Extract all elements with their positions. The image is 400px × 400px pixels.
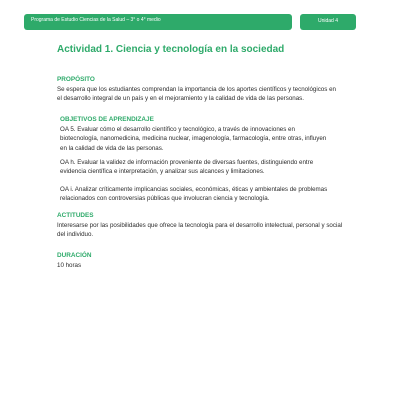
program-title: Programa de Estudio Ciencias de la Salud – 3° o 4° medio: [31, 17, 161, 23]
duracion-value: 10 horas: [57, 262, 82, 269]
oah-line-2: evidencia científica e interpretación, y analizar sus alcances y limitaciones.: [60, 168, 265, 176]
activity-title: Actividad 1. Ciencia y tecnología en la sociedad: [57, 44, 285, 55]
header-bar: [24, 14, 292, 30]
actitudes-line-1: Interesarse por las posibilidades que ofrece la tecnología para el desarrollo intelectual, personal y social: [57, 222, 343, 229]
oai-line-1: OA i. Analizar críticamente implicancias sociales, económicas, éticas y ambientales de problemas: [60, 186, 328, 193]
actitudes-text: [57, 221, 357, 240]
oa5-line-2: biotecnología, nanomedicina, medicina nuclear, imagenología, farmacología, entre otras, influyen: [60, 135, 327, 143]
duracion-heading: DURACIÓN: [57, 252, 92, 259]
actitudes-heading: ACTITUDES: [57, 212, 94, 219]
proposito-heading: PROPÓSITO: [57, 76, 95, 83]
oa5-line-3: en la calidad de vida de las personas.: [60, 144, 164, 152]
oa5-text: [60, 125, 357, 153]
proposito-line-2: el desarrollo integral de un país y en el mejoramiento y la calidad de vida de las personas.: [57, 95, 304, 103]
unit-badge: [300, 14, 356, 30]
proposito-text: [57, 85, 357, 104]
objetivos-heading: OBJETIVOS DE APRENDIZAJE: [60, 116, 154, 123]
actitudes-line-2: del individuo.: [57, 231, 94, 239]
oa5-line-1: OA 5. Evaluar cómo el desarrollo científico y tecnológico, a través de innovaciones en: [60, 126, 295, 133]
oah-text: [60, 158, 357, 177]
oai-text: [60, 185, 357, 204]
proposito-line-1: Se espera que los estudiantes comprendan la importancia de los aportes científicos y tecnológicos en: [57, 86, 336, 93]
unit-label: Unidad 4: [317, 18, 338, 24]
oah-line-1: OA h. Evaluar la validez de información proveniente de diversas fuentes, distinguiendo entre: [60, 159, 314, 166]
oai-line-2: relacionados con controversias públicas que involucran ciencia y tecnología.: [60, 195, 270, 203]
objetivos-box: [57, 113, 359, 235]
